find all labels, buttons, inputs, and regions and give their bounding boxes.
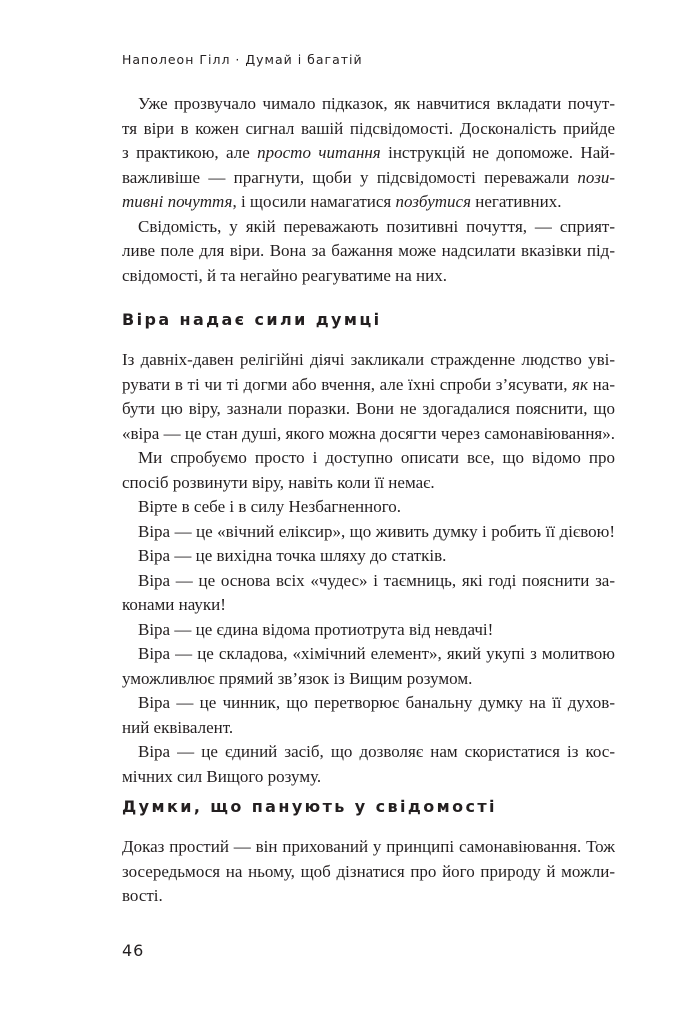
text-line: Віра — це «вічний еліксир», що живить думку і робить її дієвою! (138, 521, 615, 541)
text-line: Віра — це чинник, що перетворює банальну думку на її духов- (138, 693, 615, 712)
section-heading-2: Думки, що панують у свідомості (122, 797, 497, 816)
italic-span: позбутися (395, 192, 471, 211)
text-line (122, 373, 615, 398)
text-line: уможливлює прямий зв’язок із Вищим розумом. (122, 668, 473, 688)
text-span: з практикою, але (122, 143, 258, 162)
text-line: конами науки! (122, 595, 226, 614)
text-line: спосіб розвинути віру, навіть коли її немає. (122, 472, 435, 492)
text-line: бути цю віру, зазнали поразки. Вони не здогадалися пояснити, що (122, 399, 615, 418)
text-line: Віра — це вихідна точка шляху до статків. (138, 546, 447, 565)
italic-span: тивні почуття (122, 192, 233, 211)
text-line (122, 141, 615, 166)
text-line: вості. (122, 886, 163, 905)
text-line: Віра — це єдина відома протиотрута від невдачі! (138, 619, 494, 639)
italic-span: пози- (577, 167, 615, 187)
paragraph-block-1 (122, 92, 615, 288)
text-line: мічних сил Вищого розуму. (122, 766, 322, 786)
text-line: ливе поле для віри. Вона за бажання може надсилати вказівки під- (122, 241, 615, 260)
text-line: Віра — це єдиний засіб, що дозволяє нам скористатися із кос- (138, 742, 615, 761)
text-line: Уже прозвучало чимало підказок, як навчитися вкладати почут- (138, 94, 615, 113)
text-span: рувати в ті чи ті догми або вчення, але їхні спроби з’ясувати, (122, 374, 573, 394)
text-span: , і щосили намагатися (232, 192, 396, 211)
paragraph-block-2 (122, 348, 615, 789)
text-span: негативних. (470, 192, 562, 211)
text-line: свідомості, й та негайно реагуватиме на них. (122, 265, 447, 285)
italic-span: просто читання (257, 143, 381, 162)
text-span: важливіше — прагнути, щоби у підсвідомості переважали (122, 167, 578, 187)
text-line: «віра — це стан душі, якого можна досягти через самонавіювання». (122, 423, 615, 443)
text-span: на- (588, 374, 615, 394)
text-line: тя віри в кожен сигнал вашій підсвідомості. Досконалість прийде (122, 118, 615, 138)
text-line: зосередьмося на ньому, щоб дізнатися про його природу й можли- (122, 861, 615, 881)
paragraph-block-3 (122, 835, 615, 909)
page-number: 46 (122, 941, 145, 960)
italic-span: як (572, 374, 589, 394)
text-line: Вірте в себе і в силу Незбагненного. (138, 497, 402, 516)
text-line: Віра — це складова, «хімічний елемент», який укупі з молитвою (138, 644, 615, 663)
section-heading-1: Віра надає сили думці (122, 310, 382, 329)
text-line: Доказ простий — він прихований у принципі самонавіювання. Тож (122, 837, 615, 856)
text-line: Свідомість, у якій переважають позитивні почуття, — сприят- (138, 216, 615, 236)
text-span: інструкцій не допоможе. Най- (380, 143, 615, 162)
text-line (122, 166, 615, 191)
text-line: ний еквівалент. (122, 717, 234, 737)
text-line: Віра — це основа всіх «чудес» і таємниць, які годі пояснити за- (138, 570, 615, 590)
text-line: Ми спробуємо просто і доступно описати все, що відомо про (138, 448, 615, 467)
running-head: Наполеон Гілл · Думай і багатій (122, 52, 363, 67)
text-line (122, 190, 615, 215)
text-line: Із давніх-давен релігійні діячі закликали стражденне людство уві- (122, 350, 615, 369)
